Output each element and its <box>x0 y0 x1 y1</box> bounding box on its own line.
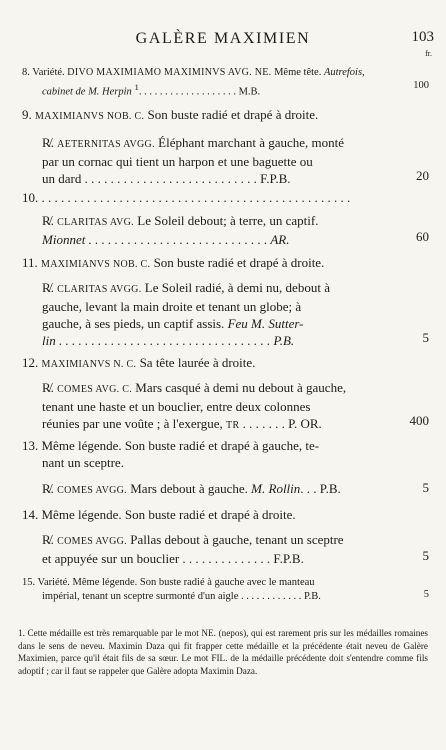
entry-8: 8. Variété. DIVO MAXIMIAMO MAXIMINVS AVG. NE. Même tête. Autrefois, cabinet de M. Herpin $^1$. . . . . . . . . . . . . . . . . . . M.B. <box>22 67 365 98</box>
price-reverse-12: 400 <box>409 413 429 428</box>
entry-15: 15. Variété. Même légende. Son buste radié à gauche avec le manteau impérial, tenant un sceptre surmonté d'un aigle . . . . . . . . . . . . P.B. <box>22 577 321 602</box>
entry-10: 10. . . . . . . . . . . . . . . . . . . . . . . . . . . . . . . . . . . . . . . . . . . . . . . . . <box>22 190 351 205</box>
entry-14: 14. Même légende. Son buste radié et drapé à droite. <box>22 507 296 522</box>
entry-11: 11. MAXIMIANVS NOB. C. Son buste radié et drapé à droite. <box>22 255 325 270</box>
price-reverse-11: 5 <box>422 330 429 345</box>
running-title: GALÈRE MAXIMIEN <box>135 30 311 47</box>
entry-9: 9. MAXIMIANVS NOB. C. Son buste radié et drapé à droite. <box>22 107 319 122</box>
footnote: 1. Cette médaille est très remarquable par le mot NE. (nepos), qui est rarement pris sur les médailles romaines dans le sens de neveu. Maximin Daza qui fit frapper cette médaille et la précédente était neveu de Galère Maximien, parce qu'il était fils de sa sœur. Le mot FIL. de la médaille précédente doit s'entendre comme fils adoptif ; car il faut se rappeler que Galère adopta Maximin Daza. <box>18 628 428 676</box>
currency-unit: fr. <box>425 49 432 58</box>
page-header <box>0 29 446 58</box>
reverse-10: R̸. CLARITAS AVG. Le Soleil debout; à terre, un captif. Mionnet . . . . . . . . . . . . . . . . . . . . . . . . . . . . AR. <box>42 213 319 247</box>
price-reverse-9: 20 <box>416 168 429 183</box>
page-number: 103 <box>411 29 434 45</box>
entry-13: 13. Même légende. Son buste radié et drapé à gauche, te- nant un sceptre. <box>22 438 320 470</box>
price-reverse-10: 60 <box>416 229 429 244</box>
reverse-11: R̸. CLARITAS AVGG. Le Soleil radié, à demi nu, debout à gauche, levant la main droite et tenant un globe; à gauche, à ses pieds, un captif assis. Feu M. Sutter- lin . . . . . . . . . . . . . . . . . . . . . . . . . . . . . . . . . P.B. <box>42 280 330 348</box>
entry-12: 12. MAXIMIANVS N. C. Sa tête laurée à droite. <box>22 355 256 370</box>
reverse-13: R̸. COMES AVGG. Mars debout à gauche. M. Rollin. . . P.B. <box>42 481 341 496</box>
price-entry-15: 5 <box>423 589 429 600</box>
reverse-14: R̸. COMES AVGG. Pallas debout à gauche, tenant un sceptre et appuyée sur un bouclier . . . . . . . . . . . . . . F.P.B. <box>42 532 344 566</box>
price-entry-8: 100 <box>413 80 429 91</box>
reverse-9: R̸. AETERNITAS AVGG. Éléphant marchant à gauche, monté par un cornac qui tient un harpon et une baguette ou un dard . . . . . . . . . . . . . . . . . . . . . . . . . . . F.P.B. <box>42 135 345 186</box>
price-reverse-13: 5 <box>422 480 429 495</box>
reverse-12: R̸. COMES AVG. C. Mars casqué à demi nu debout à gauche, tenant une haste et un bouclier, entre deux colonnes réunies par une voûte ; à l'exergue, TR . . . . . . . P. OR. <box>42 380 347 431</box>
price-reverse-14: 5 <box>422 548 429 563</box>
